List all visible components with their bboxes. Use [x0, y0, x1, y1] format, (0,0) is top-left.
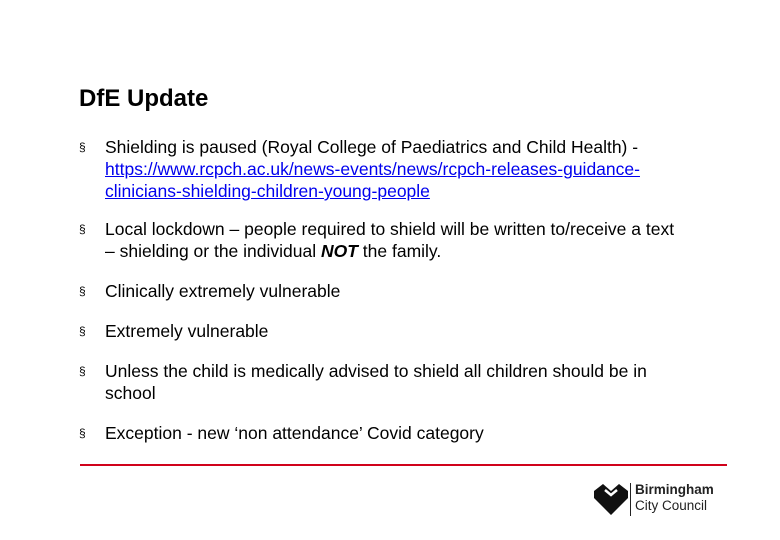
logo-wordmark	[635, 482, 714, 514]
emphasis-not: NOT	[320, 241, 358, 261]
bullet-item-clinically-extremely-vulnerable	[79, 280, 679, 302]
logo-line-2: City Council	[635, 498, 708, 513]
bullet-text: Shielding is paused (Royal College of Paediatrics and Child Health) -	[105, 137, 639, 157]
rcpch-link[interactable]: https://www.rcpch.ac.uk/news-events/news/rcpch-releases-guidance-clinicians-shielding-children-young-people	[105, 159, 640, 201]
bullet-item-shielding-paused	[79, 136, 679, 202]
bullet-text: Clinically extremely vulnerable	[105, 281, 341, 301]
bullet-marker: §	[79, 222, 86, 236]
bullet-text: Local lockdown – people required to shield will be written to/receive a text – shielding or the individual	[105, 219, 675, 261]
bullet-text-end: the family.	[357, 241, 442, 261]
bullet-item-exception	[79, 422, 679, 444]
slide-title: DfE Update	[79, 85, 209, 112]
bullet-list	[79, 136, 679, 444]
bullet-marker: §	[79, 284, 86, 298]
bullet-marker: §	[79, 140, 86, 154]
bullet-marker: §	[79, 324, 86, 338]
bullet-item-local-lockdown	[79, 218, 679, 262]
bullet-marker: §	[79, 364, 86, 378]
bullet-item-school-attendance	[79, 360, 679, 404]
heart-logo-icon	[593, 482, 629, 516]
logo-line-1: Birmingham	[635, 482, 714, 497]
footer-divider	[80, 464, 727, 466]
bullet-item-extremely-vulnerable	[79, 320, 679, 342]
birmingham-city-council-logo	[593, 480, 733, 520]
bullet-text: Exception - new ‘non attendance’ Covid category	[105, 423, 484, 443]
logo-divider	[630, 483, 631, 516]
bullet-text: Extremely vulnerable	[105, 321, 269, 341]
bullet-marker: §	[79, 426, 86, 440]
bullet-text: Unless the child is medically advised to shield all children should be in school	[105, 361, 647, 403]
